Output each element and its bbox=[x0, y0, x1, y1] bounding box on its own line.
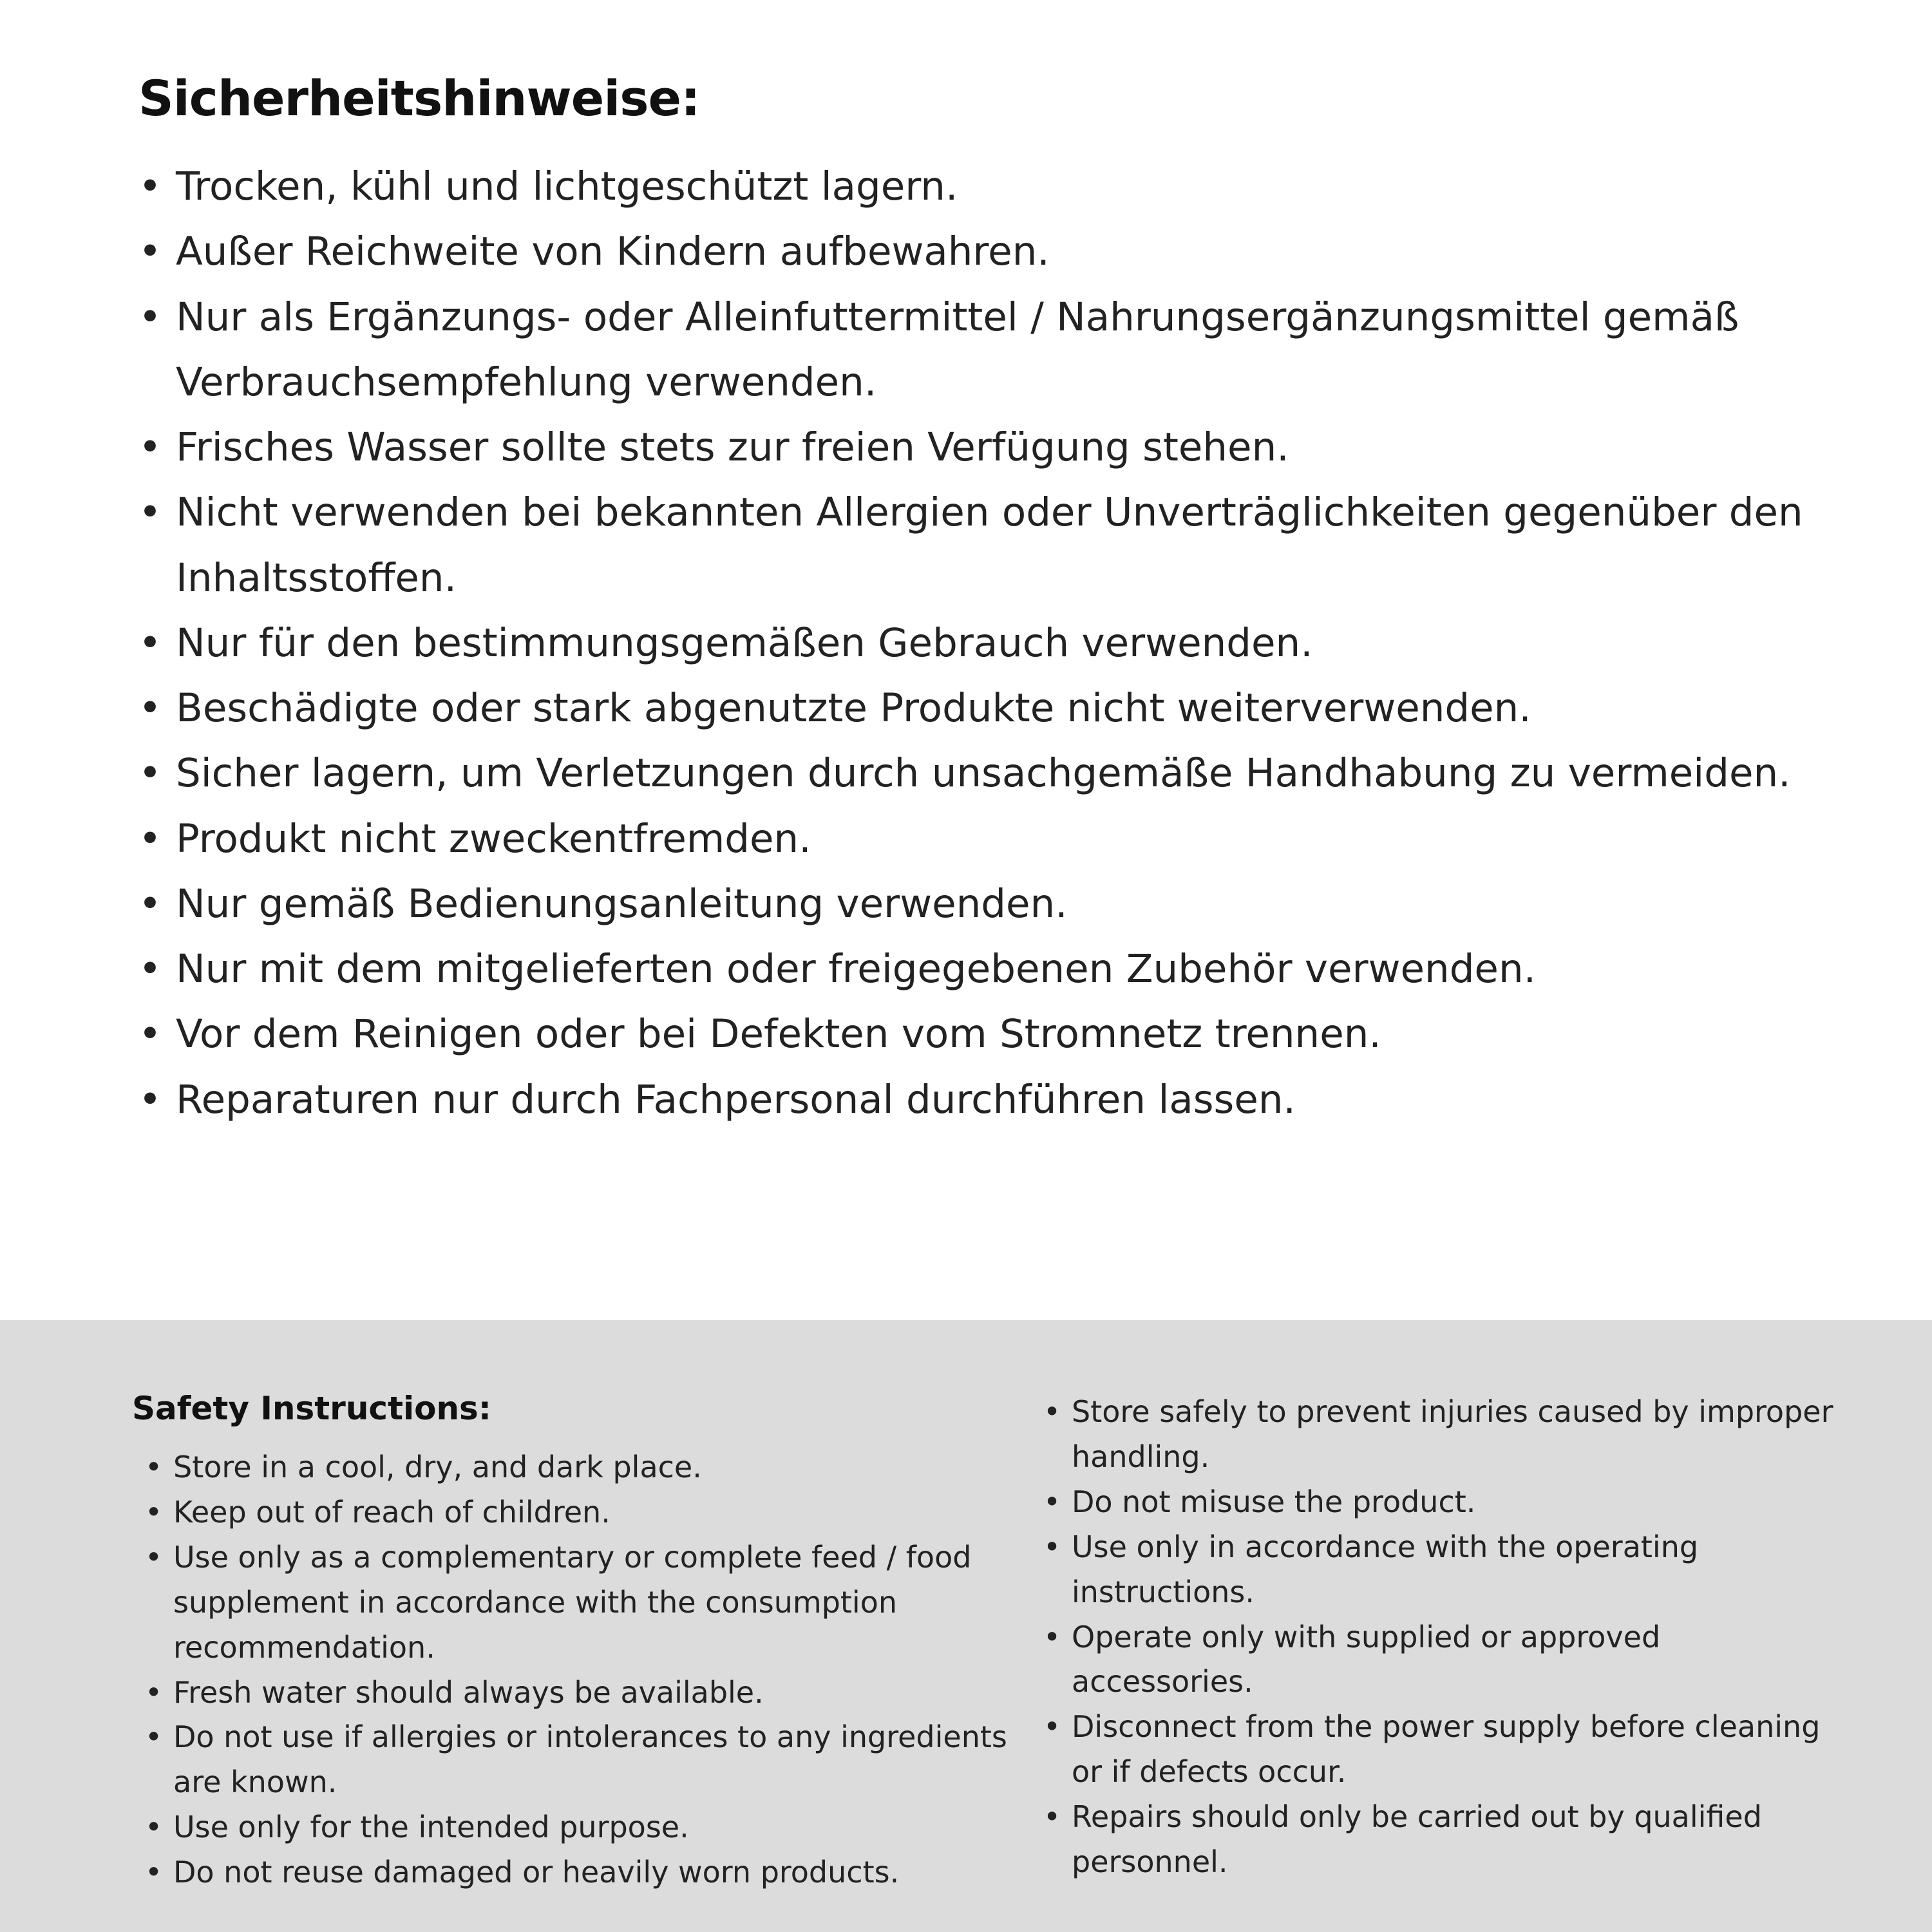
bullet-icon: • bbox=[145, 1719, 163, 1755]
list-item bbox=[138, 871, 1835, 936]
list-item bbox=[138, 611, 1835, 676]
list-item-text: Repairs should only be carried out by qualified personnel. bbox=[1072, 1799, 1762, 1880]
list-item bbox=[1043, 1615, 1855, 1705]
list-item bbox=[145, 1671, 1043, 1716]
bullet-icon: • bbox=[145, 1539, 163, 1575]
german-safety-list bbox=[138, 154, 1835, 1132]
bullet-icon: • bbox=[1043, 1709, 1061, 1745]
list-item-text: Nur mit dem mitgelieferten oder freigegebenen Zubehör verwenden. bbox=[176, 946, 1537, 992]
list-item-text: Disconnect from the power supply before cleaning or if defects occur. bbox=[1072, 1709, 1821, 1790]
list-item bbox=[145, 1715, 1043, 1805]
list-item bbox=[145, 1490, 1043, 1535]
list-item-text: Nur als Ergänzungs- oder Alleinfuttermittel / Nahrungsergänzungsmittel gemäß Verbrauchsempfehlung verwenden. bbox=[176, 294, 1739, 405]
list-item bbox=[1043, 1390, 1855, 1480]
list-item bbox=[145, 1805, 1043, 1850]
list-item-text: Do not use if allergies or intolerances to any ingredients are known. bbox=[173, 1719, 1007, 1800]
bullet-icon: • bbox=[138, 946, 162, 992]
list-item-text: Keep out of reach of children. bbox=[173, 1494, 611, 1530]
bullet-icon: • bbox=[138, 1011, 162, 1057]
list-item-text: Vor dem Reinigen oder bei Defekten vom Stromnetz trennen. bbox=[176, 1011, 1381, 1057]
list-item bbox=[138, 741, 1835, 806]
bullet-icon: • bbox=[145, 1494, 163, 1530]
list-item bbox=[1043, 1525, 1855, 1615]
list-item-text: Außer Reichweite von Kindern aufbewahren. bbox=[176, 229, 1050, 275]
list-item bbox=[138, 936, 1835, 1001]
bullet-icon: • bbox=[138, 229, 162, 275]
bullet-icon: • bbox=[138, 1076, 162, 1122]
bullet-icon: • bbox=[138, 294, 162, 340]
list-item bbox=[138, 154, 1835, 219]
english-safety-list-right bbox=[1043, 1390, 1855, 1885]
bullet-icon: • bbox=[1043, 1619, 1061, 1654]
bullet-icon: • bbox=[138, 164, 162, 209]
english-right-column bbox=[1043, 1390, 1855, 1932]
list-item bbox=[138, 415, 1835, 480]
list-item-text: Trocken, kühl und lichtgeschützt lagern. bbox=[176, 164, 958, 209]
english-section-heading: Safety Instructions: bbox=[132, 1390, 491, 1427]
list-item bbox=[1043, 1480, 1855, 1525]
list-item-text: Use only in accordance with the operating instructions. bbox=[1072, 1529, 1699, 1609]
list-item bbox=[145, 1535, 1043, 1671]
list-item bbox=[1043, 1705, 1855, 1795]
bullet-icon: • bbox=[145, 1450, 163, 1484]
bullet-icon: • bbox=[145, 1674, 163, 1710]
list-item-text: Operate only with supplied or approved accessories. bbox=[1072, 1619, 1661, 1700]
list-item-text: Do not reuse damaged or heavily worn products. bbox=[173, 1855, 900, 1890]
list-item bbox=[138, 806, 1835, 871]
bullet-icon: • bbox=[145, 1855, 163, 1890]
list-item bbox=[1043, 1795, 1855, 1885]
list-item bbox=[138, 1067, 1835, 1132]
list-item bbox=[138, 285, 1835, 415]
list-item bbox=[145, 1850, 1043, 1895]
list-item bbox=[138, 1001, 1835, 1066]
list-item-text: Store in a cool, dry, and dark place. bbox=[173, 1450, 702, 1484]
list-item-text: Frisches Wasser sollte stets zur freien Verfügung stehen. bbox=[176, 424, 1289, 470]
bullet-icon: • bbox=[1043, 1529, 1061, 1564]
bullet-icon: • bbox=[1043, 1799, 1061, 1835]
list-item-text: Sicher lagern, um Verletzungen durch unsachgemäße Handhabung zu vermeiden. bbox=[176, 750, 1791, 797]
german-section-heading: Sicherheitshinweise: bbox=[138, 70, 700, 127]
bullet-icon: • bbox=[138, 880, 162, 927]
list-item-text: Use only for the intended purpose. bbox=[173, 1810, 689, 1845]
list-item-text: Nur gemäß Bedienungsanleitung verwenden. bbox=[176, 880, 1068, 927]
bullet-icon: • bbox=[138, 815, 162, 862]
list-item bbox=[138, 480, 1835, 611]
list-item-text: Nur für den bestimmungsgemäßen Gebrauch verwenden. bbox=[176, 620, 1313, 666]
list-item-text: Fresh water should always be available. bbox=[173, 1674, 764, 1710]
bullet-icon: • bbox=[138, 424, 162, 470]
bullet-icon: • bbox=[1043, 1394, 1061, 1429]
list-item bbox=[138, 676, 1835, 741]
list-item-text: Nicht verwenden bei bekannten Allergien oder Unverträglichkeiten gegenüber den Inhaltsstoffen. bbox=[176, 489, 1803, 601]
list-item-text: Beschädigte oder stark abgenutzte Produkte nicht weiterverwenden. bbox=[176, 685, 1531, 731]
list-item-text: Use only as a complementary or complete feed / food supplement in accordance with the consumption recommendation. bbox=[173, 1539, 972, 1665]
english-safety-section bbox=[0, 1320, 1932, 1932]
list-item-text: Produkt nicht zweckentfremden. bbox=[176, 815, 811, 862]
list-item bbox=[138, 219, 1835, 284]
bullet-icon: • bbox=[138, 685, 162, 731]
bullet-icon: • bbox=[1043, 1484, 1061, 1519]
bullet-icon: • bbox=[138, 750, 162, 797]
list-item bbox=[145, 1445, 1043, 1490]
bullet-icon: • bbox=[138, 489, 162, 536]
bullet-icon: • bbox=[145, 1810, 163, 1845]
english-safety-list-left bbox=[132, 1445, 1043, 1895]
bullet-icon: • bbox=[138, 620, 162, 666]
list-item-text: Reparaturen nur durch Fachpersonal durchführen lassen. bbox=[176, 1076, 1296, 1122]
list-item-text: Store safely to prevent injuries caused by improper handling. bbox=[1072, 1394, 1833, 1474]
english-left-column bbox=[132, 1390, 1043, 1932]
list-item-text: Do not misuse the product. bbox=[1072, 1484, 1476, 1519]
